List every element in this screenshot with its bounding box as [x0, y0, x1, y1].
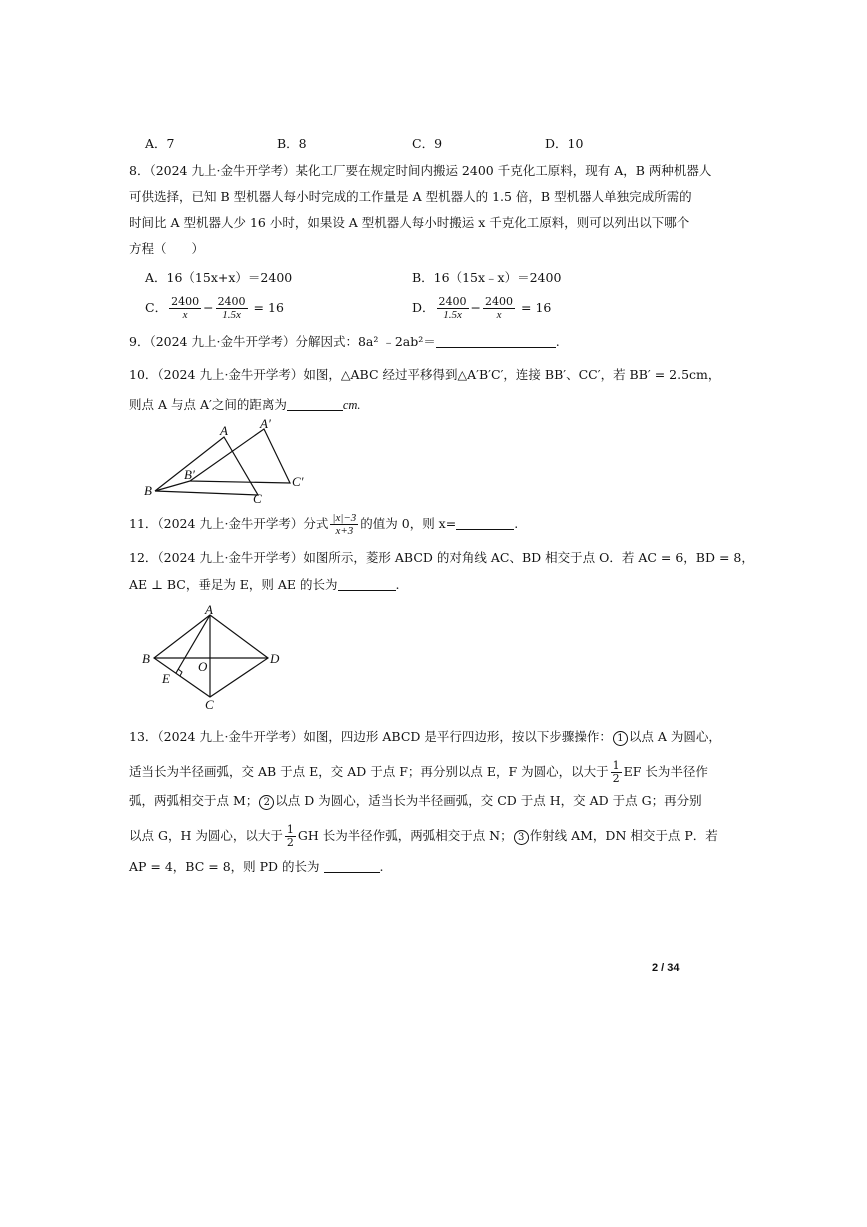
label-a: A [205, 603, 213, 617]
fraction: $\frac{2400}{x}$ [171, 295, 200, 321]
label-c: C [253, 491, 262, 506]
q8-line-3: 时间比 A 型机器人少 16 小时，如果设 A 型机器人每小时搬运 x 千克化工原料，则可以列出以下哪个 [129, 215, 690, 230]
q10-line-2: 则点 A 与点 A′之间的距离为 cm. [129, 397, 361, 412]
label-c: C [205, 697, 214, 711]
answer-blank[interactable] [456, 517, 514, 530]
q12-line-2: AE ⊥ BC，垂足为 E，则 AE 的长为 . [129, 577, 400, 592]
q8-option-a: A．16（15x+x）＝2400 [145, 270, 293, 285]
label-a-prime: A′ [260, 416, 271, 431]
fraction-half: $\frac{1}{2}$ [286, 823, 294, 849]
label-d: D [270, 651, 280, 666]
page-number: 2 / 34 [652, 962, 680, 974]
answer-blank[interactable] [287, 398, 343, 411]
circled-number-3: 3 [514, 830, 529, 845]
answer-blank[interactable] [338, 578, 396, 591]
rhombus-figure [140, 603, 290, 711]
q8-option-c-label: C． [145, 300, 168, 315]
fraction: $\frac{2400}{1.5x}$ [217, 295, 246, 321]
q8-line-1: 8．（2024 九上·金牛开学考）某化工厂要在规定时间内搬运 2400 千克化工原料，现有 A，B 两种机器人 [129, 163, 712, 178]
q8-option-d: D． $\frac{2400}{1.5x}$ − $\frac{2400}{x}$ = 16 [412, 295, 552, 321]
q8-line-2: 可供选择，已知 B 型机器人每小时完成的工作量是 A 型机器人的 1.5 倍，B 型机器人单独完成所需的 [129, 189, 692, 204]
q8-option-c: C． $\frac{2400}{x}$ − $\frac{2400}{1.5x}$ = 16 [145, 295, 284, 321]
q8-line-4: 方程（ ） [129, 241, 205, 256]
q9-expression: 8a² ﹣2ab²＝ [357, 334, 436, 349]
q7-option-c: C．9 [412, 136, 443, 151]
q13-line-1: 13．（2024 九上·金牛开学考）如图，四边形 ABCD 是平行四边形，按以下步骤操作： 1 以点 A 为圆心， [129, 729, 721, 744]
q7-option-a: A．7 [145, 136, 175, 151]
fraction: $\frac{2400}{x}$ [485, 295, 514, 321]
label-e: E [162, 671, 170, 686]
q13-line-2: 适当长为半径画弧，交 AB 于点 E，交 AD 于点 F；再分别以点 E，F 为圆心，以大于 $\frac{1}{2}$ EF 长为半径作 [129, 759, 708, 785]
rhombus-abcd [154, 615, 268, 697]
label-o: O [198, 659, 208, 674]
label-b: B [142, 651, 150, 666]
circled-number-1: 1 [613, 731, 628, 746]
q9-line: 9．（2024 九上·金牛开学考）分解因式：8a² ﹣2ab²＝ . [129, 334, 560, 349]
translation-triangle-figure [140, 415, 320, 507]
q11-line: 11．（2024 九上·金牛开学考）分式 $\frac{|x|-3}{x+3}$ 的值为 0，则 x= . [129, 512, 519, 537]
label-a: A [220, 423, 228, 438]
fraction: $\frac{|x|-3}{x+3}$ [332, 512, 357, 537]
circled-number-2: 2 [259, 795, 274, 810]
label-b-prime: B′ [184, 467, 195, 482]
triangle-a1b1c1 [190, 429, 290, 483]
fraction-half: $\frac{1}{2}$ [612, 759, 620, 785]
q8-option-d-label: D． [412, 300, 435, 315]
q8-option-b: B．16（15x﹣x）＝2400 [412, 270, 562, 285]
q13-line-4: 以点 G，H 为圆心，以大于 $\frac{1}{2}$ GH 长为半径作弧，两弧相交于点 N； 3 作射线 AM，DN 相交于点 P．若 [129, 823, 718, 849]
answer-blank[interactable] [324, 860, 380, 873]
answer-blank[interactable] [436, 335, 556, 348]
q13-line-3: 弧，两弧相交于点 M； 2 以点 D 为圆心，适当长为半径画弧，交 CD 于点 H，交 AD 于点 G；再分别 [129, 793, 702, 808]
label-b: B [144, 483, 152, 498]
q12-line-1: 12．（2024 九上·金牛开学考）如图所示，菱形 ABCD 的对角线 AC、BD 相交于点 O．若 AC = 6，BD = 8， [129, 550, 754, 565]
fraction: $\frac{2400}{1.5x}$ [438, 295, 467, 321]
q13-line-5: AP = 4，BC = 8，则 PD 的长为 . [129, 859, 384, 874]
q7-option-d: D．10 [545, 136, 584, 151]
q10-line-1: 10．（2024 九上·金牛开学考）如图，△ABC 经过平移得到△A′B′C′，连接 BB′、CC′，若 BB′ = 2.5cm， [129, 367, 721, 382]
label-c-prime: C′ [292, 474, 304, 489]
q7-option-b: B．8 [277, 136, 307, 151]
segment-bb1 [155, 481, 190, 491]
